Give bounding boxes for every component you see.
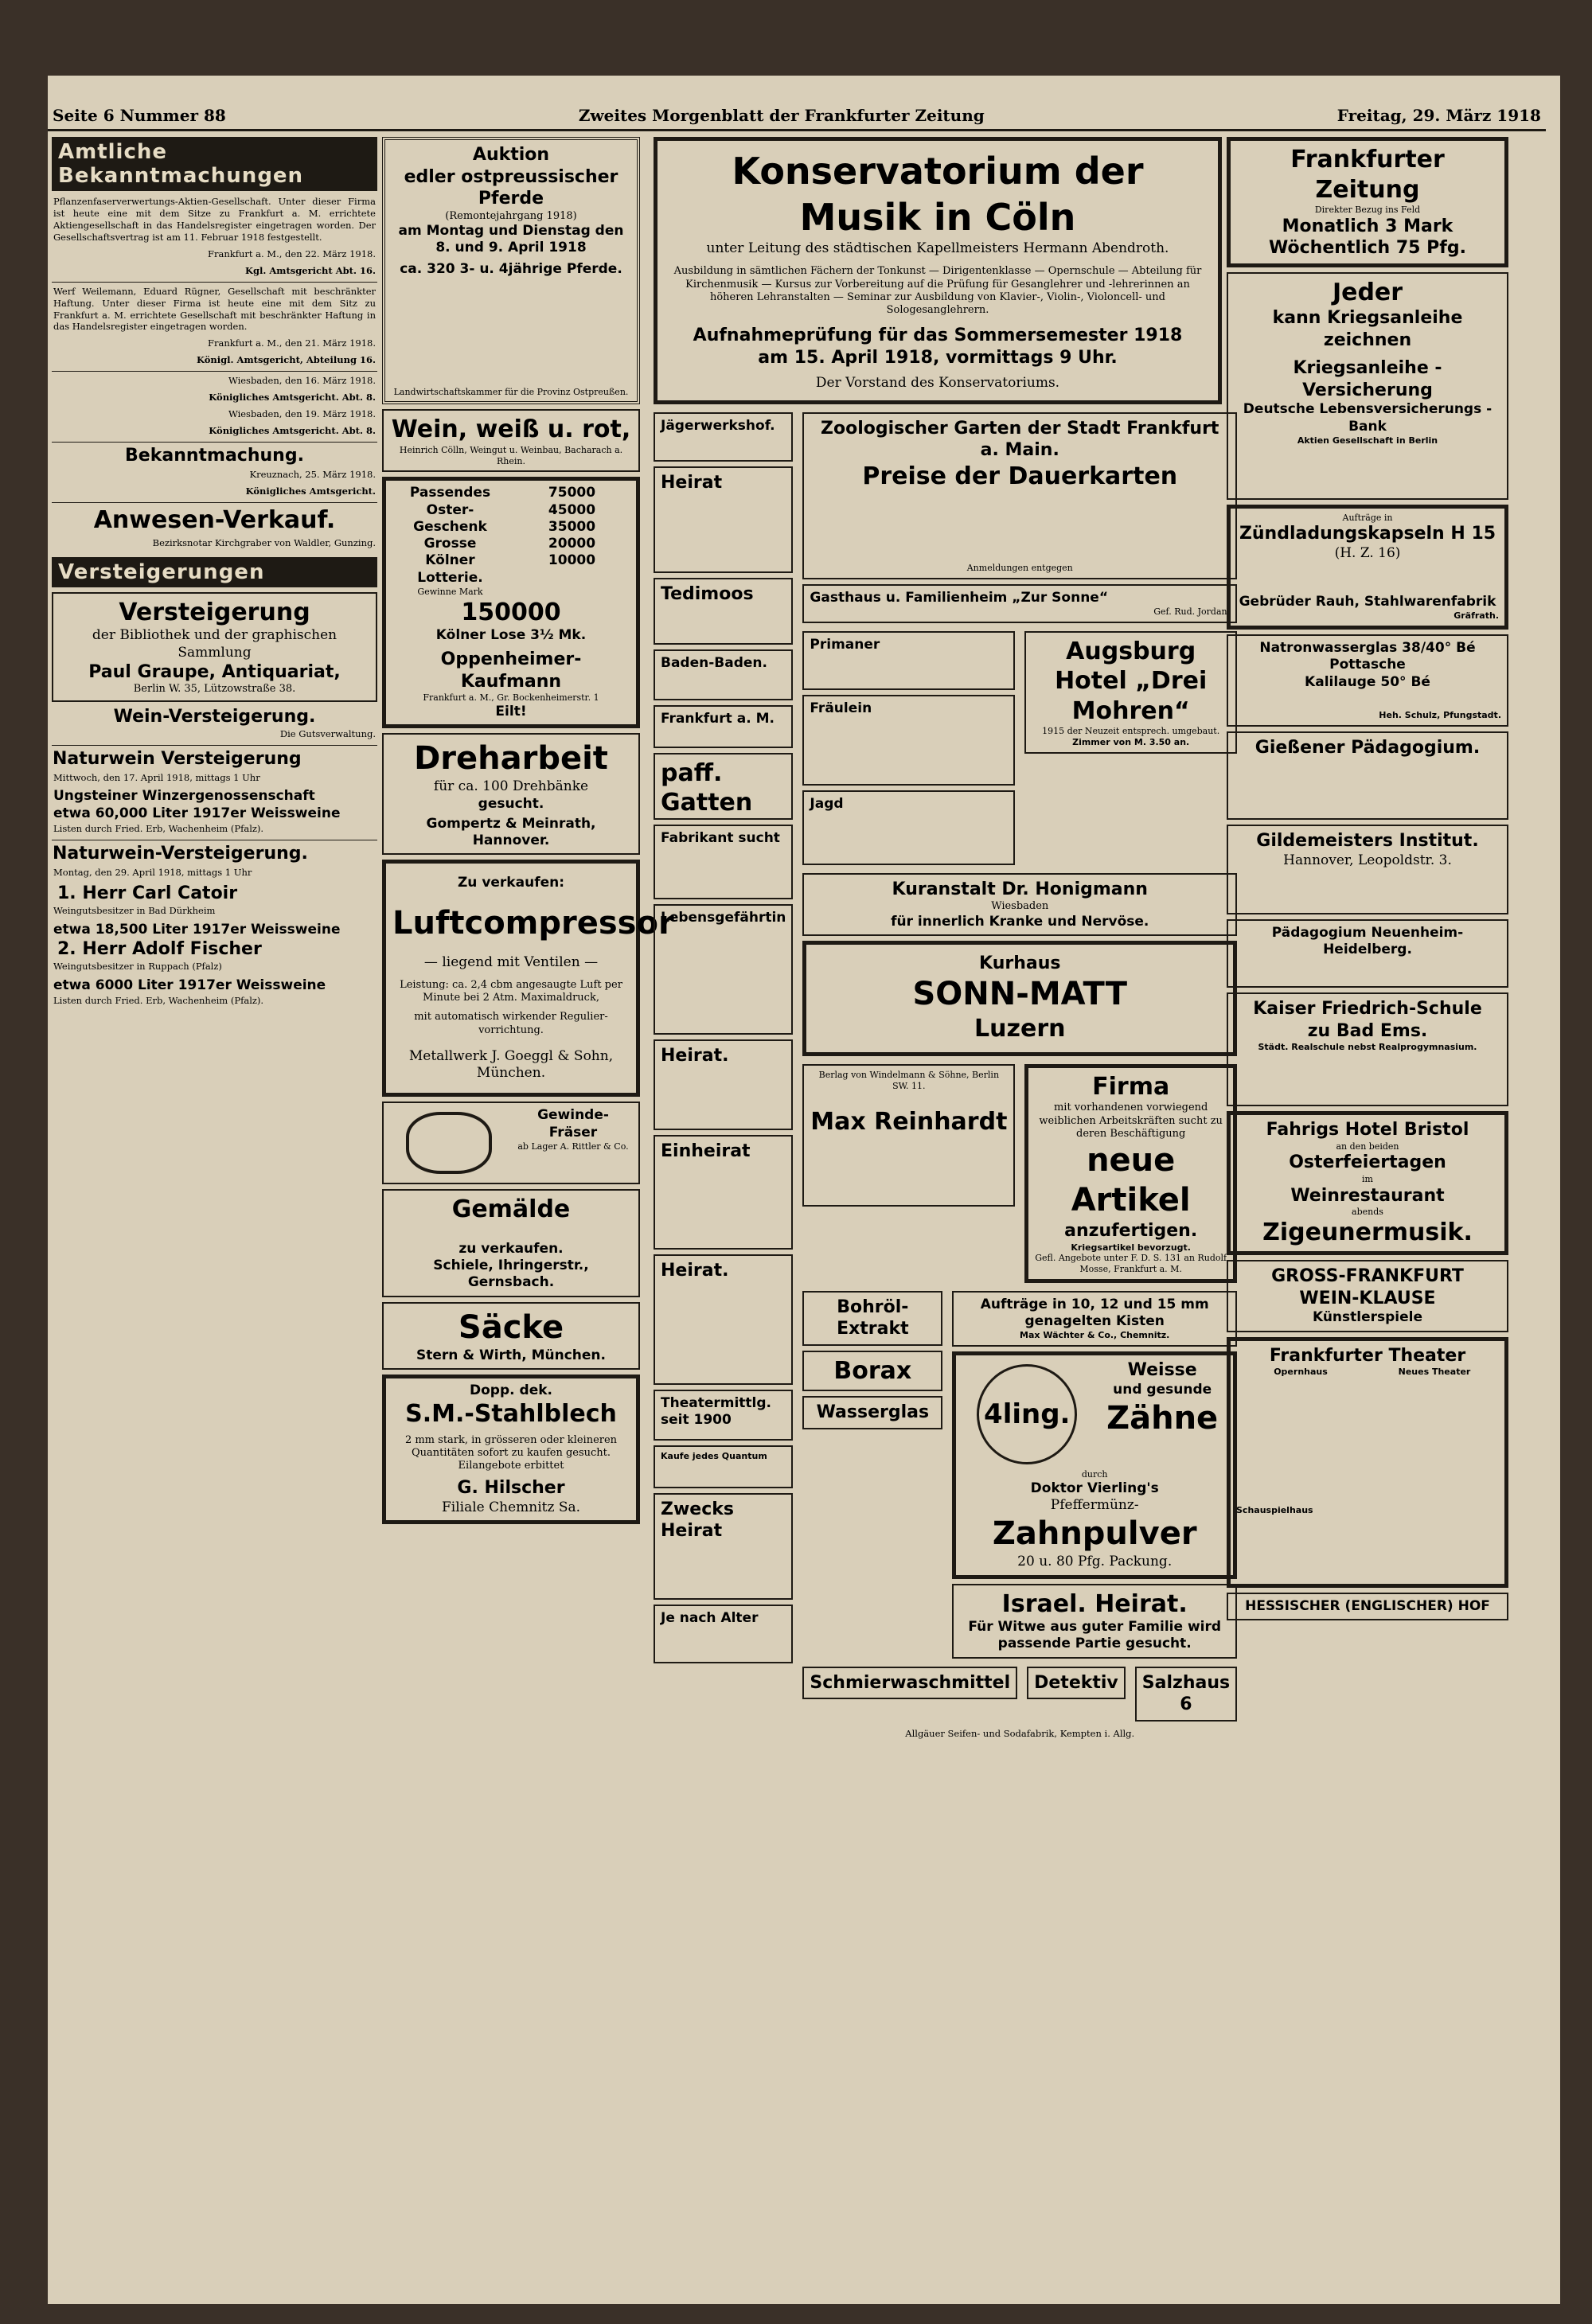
- ad-augsburg: [1024, 631, 1237, 754]
- ad-city: Filiale Chemnitz Sa.: [441, 1499, 581, 1515]
- ad-title: Israel. Heirat.: [1001, 1589, 1188, 1618]
- notice-court: Königliches Amtsgericht. Abt. 8.: [209, 425, 376, 437]
- small-ad-title: Primaner: [810, 636, 880, 653]
- zahn-price: 20 u. 80 Pfg. Packung.: [1017, 1554, 1173, 1570]
- ad-firm: Stern & Wirth, München.: [416, 1347, 606, 1363]
- ad-title: Aufträge in 10, 12 und 15 mm genagelten Kisten: [980, 1296, 1209, 1329]
- ad-title: HESSISCHER (ENGLISCHER) HOF: [1245, 1597, 1490, 1614]
- ad-count: ca. 320 3- u. 4jährige Pferde.: [400, 261, 622, 278]
- lotterie-lose: Kölner Lose 3½ Mk.: [435, 627, 587, 643]
- notice-text: Werf Weilemann, Eduard Rügner, Gesellschaft mit beschränkter Haftung. Unter dieser Firma ist heute eine mit dem Sitz zu Frankfurt a. M. errichtete Gesellschaft mit beschränkter Haftung in das Handelsregister eingetragen worden.: [53, 285, 376, 333]
- ad-title: Jeder: [1332, 278, 1403, 306]
- ad-big2: anzufertigen.: [1064, 1221, 1198, 1241]
- ad-subtitle: unter Leitung des städtischen Kapellmeisters Hermann Abendroth.: [706, 240, 1169, 256]
- ad-firm: Heh. Schulz, Pfungstadt.: [1379, 709, 1501, 720]
- zahn-und: und gesunde: [1113, 1381, 1212, 1398]
- page-header: [48, 102, 1546, 131]
- zahn-weisse: Weisse: [1127, 1360, 1197, 1380]
- header-center: Zweites Morgenblatt der Frankfurter Zeitung: [578, 106, 985, 125]
- anwesen-sign: Bezirksnotar Kirchgraber von Waldler, Gunzing.: [152, 536, 376, 548]
- anwesen-title: Anwesen-Verkauf.: [93, 505, 336, 534]
- ad-text: 2 mm stark, in grösseren oder kleineren Quantitäten sofort zu kaufen gesucht. Eilangebote erbittet: [404, 1433, 618, 1472]
- ad-title: S.M.-Stahlblech: [405, 1400, 617, 1428]
- ad-title: Max Reinhardt: [810, 1108, 1008, 1137]
- ad-address: Berlin W. 35, Lützowstraße 38.: [133, 683, 296, 696]
- lotterie-prize: 75000: [548, 485, 596, 501]
- ad-subtitle: Direkter Bezug ins Feld: [1314, 205, 1421, 215]
- ad-zoo: [802, 412, 1237, 579]
- ad-sub4: Weinrestaurant: [1290, 1185, 1445, 1206]
- ad-kurhaus: [802, 941, 1237, 1056]
- ad-title: Gildemeisters Institut.: [1256, 831, 1479, 851]
- allgaeuer: Allgäuer Seifen- und Sodafabrik, Kempten i. Allg.: [905, 1727, 1135, 1739]
- ad-subtitle: für innerlich Kranke und Nervöse.: [891, 913, 1149, 930]
- small-ad-title: Fabrikant sucht: [661, 829, 780, 846]
- ad-title: GROSS-FRANKFURT: [1271, 1266, 1464, 1287]
- naturwein-sign: Listen durch Fried. Erb, Wachenheim (Pfalz).: [53, 823, 264, 835]
- ad-title: Säcke: [458, 1308, 564, 1346]
- naturwein2-date: Montag, den 29. April 1918, mittags 1 Uhr: [53, 867, 252, 879]
- section-banner-versteigerungen: Versteigerungen: [52, 557, 377, 587]
- ad-subtitle: Preise der Dauerkarten: [862, 462, 1178, 490]
- ad-sub2: Osterfeiertagen: [1289, 1152, 1446, 1173]
- ad-firm: Paul Graupe, Antiquariat,: [88, 661, 341, 682]
- ad-firm: Gompertz & Meinrath, Hannover.: [426, 815, 596, 848]
- ad-title: Kuranstalt Dr. Honigmann: [892, 879, 1148, 899]
- ad-title: Konservatorium der Musik in Cöln: [732, 150, 1144, 239]
- notice-court: Königl. Amtsgericht, Abteilung 16.: [196, 354, 376, 366]
- lotterie-prize: 20000: [548, 536, 596, 552]
- small-ad-title: Baden-Baden.: [661, 654, 767, 671]
- ad-monthly: Monatlich 3 Mark: [1282, 216, 1453, 236]
- ad-spec2: mit automatisch wirkender Regulier-vorrichtung.: [414, 1011, 608, 1036]
- ad-title: Kurhaus: [979, 953, 1061, 973]
- header-right: Freitag, 29. März 1918: [1336, 106, 1541, 125]
- ad-title: Dreharbeit: [414, 740, 608, 778]
- small-ad-title: paff. Gatten: [661, 758, 753, 817]
- schmier-title: Schmierwaschmittel: [810, 1672, 1011, 1693]
- ad-natron: [1227, 634, 1508, 727]
- ad-title: Fahrigs Hotel Bristol: [1266, 1120, 1469, 1140]
- ad-gildemeister: [1227, 825, 1508, 914]
- ad-note: Anmeldungen entgegen: [966, 563, 1073, 573]
- small-ad-title: Fräulein: [810, 700, 872, 716]
- salzhaus-title: Salzhaus 6: [1141, 1672, 1231, 1714]
- lotterie-big: 150000: [461, 598, 561, 626]
- naturwein2-p2-sub: Weingutsbesitzer in Ruppach (Pfalz): [53, 961, 222, 973]
- ad-contact: Gefl. Angebote unter F. D. S. 131 an Rudolf Mosse, Frankfurt a. M.: [1035, 1253, 1227, 1274]
- ad-city: Wiesbaden: [991, 900, 1049, 913]
- divider: [52, 371, 377, 372]
- gear-wheel-icon: [406, 1112, 492, 1174]
- lotterie-prize: 10000: [548, 552, 596, 569]
- ad-title: Versteigerung: [119, 598, 310, 626]
- ad-title: Firma: [1092, 1072, 1170, 1101]
- naturwein-title: Naturwein Versteigerung: [53, 748, 302, 769]
- lotterie-prize: 35000: [548, 518, 596, 535]
- divider: [52, 502, 377, 503]
- col3-body: [651, 409, 1231, 1745]
- naturwein2-p1: 1. Herr Carl Catoir: [57, 883, 238, 904]
- small-ad-title: Jagd: [810, 795, 844, 812]
- ad-title: Augsburg: [1066, 637, 1196, 665]
- notice-court: Königliches Amtsgericht.: [245, 485, 376, 497]
- divider: [52, 442, 377, 443]
- ad-pre: Aufträge in: [1342, 512, 1393, 523]
- ad-pre: Dopp. dek.: [470, 1382, 552, 1398]
- ad-title: Gasthaus u. Familienheim „Zur Sonne“: [810, 589, 1109, 606]
- wein-title: Wein-Versteigerung.: [113, 706, 316, 727]
- ad-theater: [1227, 1337, 1508, 1588]
- lotterie-firm: Oppenheimer-Kaufmann: [440, 649, 582, 692]
- small-ad-title: Einheirat: [661, 1141, 751, 1161]
- bohrol-title: Bohröl-Extrakt: [837, 1297, 909, 1339]
- ad-big: neue Artikel: [1071, 1142, 1191, 1219]
- ad-subtitle: der Bibliothek und der graphischen Sammlung: [92, 627, 338, 661]
- ad-title: Gemälde: [451, 1195, 571, 1224]
- zahn-doktor: Doktor Vierling's: [1030, 1480, 1159, 1496]
- small-ad-title: Lebensgefährtin: [661, 909, 786, 926]
- lotterie-mid3: Lotterie.: [417, 569, 483, 586]
- ad-weekly: Wöchentlich 75 Pfg.: [1269, 238, 1466, 259]
- ad-firm: Metallwerk J. Goeggl & Sohn, München.: [408, 1047, 614, 1081]
- ad-city: Luzern: [974, 1015, 1066, 1043]
- naturwein-date: Mittwoch, den 17. April 1918, mittags 1 Uhr: [53, 771, 260, 783]
- theater-neues: Neues Theater: [1398, 1367, 1471, 1377]
- notice-court: Königliches Amtsgericht. Abt. 8.: [209, 392, 376, 404]
- small-ad-title: Je nach Alter: [661, 1609, 759, 1626]
- ad-subtitle: (H. Z. 16): [1334, 544, 1401, 561]
- ad-firm: Gebrüder Rauh, Stahlwarenfabrik: [1239, 594, 1496, 610]
- ad-firm: G. Hilscher: [457, 1478, 565, 1499]
- header-left: Seite 6 Nummer 88: [53, 106, 226, 125]
- column-1: [49, 134, 380, 2292]
- naturwein2-sign: Listen durch Fried. Erb, Wachenheim (Pfalz).: [53, 995, 264, 1007]
- ad-kuenstler: Künstlerspiele: [1312, 1309, 1423, 1326]
- notice-sign: Frankfurt a. M., den 21. März 1918.: [208, 337, 376, 349]
- small-ad-title: Frankfurt a. M.: [661, 710, 775, 727]
- ad-sonne: [802, 584, 1237, 623]
- notice-sign: Kreuznach, 25. März 1918.: [249, 469, 376, 480]
- small-ad-title: Jägerwerkshof.: [661, 417, 775, 434]
- ad-sub3: im: [1362, 1173, 1373, 1184]
- ad-bank: Deutsche Lebensversicherungs - Bank: [1243, 401, 1492, 435]
- ad-title: Natronwasserglas 38/40° Bé: [1259, 640, 1476, 656]
- ad-subtitle: Städt. Realschule nebst Realprogymnasium.: [1258, 1042, 1477, 1053]
- ad-saecke: [382, 1302, 640, 1370]
- col3-left-small-ads: [651, 409, 795, 1745]
- zahn-badge-icon: 4ling.: [977, 1364, 1077, 1464]
- borax-title: Borax: [833, 1356, 912, 1385]
- ad-pre: Zu verkaufen:: [457, 875, 565, 891]
- ad-israel: [952, 1584, 1237, 1659]
- ad-sub6: Zigeunermusik.: [1262, 1218, 1473, 1246]
- ad-sub: 1915 der Neuzeit entsprech. umgebaut.: [1042, 726, 1220, 737]
- ad-firm: Max Wächter & Co., Chemnitz.: [1020, 1330, 1170, 1341]
- naturwein-name: Ungsteiner Winzergenossenschaft: [53, 788, 315, 805]
- lotterie-mid4: Gewinne Mark: [417, 586, 483, 597]
- small-ad-title: Theatermittlg. seit 1900: [661, 1394, 771, 1428]
- theater-opern: Opernhaus: [1274, 1367, 1328, 1377]
- ad-kaiser-friedrich: [1227, 992, 1508, 1106]
- notice-text: Pflanzenfaserverwertungs-Aktien-Gesellschaft. Unter dieser Firma ist heute eine mit dem Sitze zu Frankfurt a. M. errichtete Aktiengesellschaft in das Handelsregister eingetragen worden. Der Gesellschaftsvertrag ist am 11. Februar 1918 festgestellt.: [53, 196, 376, 243]
- ad-subtitle: kann Kriegsanleihe zeichnen: [1272, 308, 1463, 350]
- ad-bank-sub: Aktien Gesellschaft in Berlin: [1297, 435, 1438, 446]
- ad-exam: Aufnahmeprüfung für das Sommersemester 1918: [693, 326, 1183, 346]
- ad-sub: an den beiden: [1336, 1141, 1399, 1152]
- ad-title: Frankfurter Zeitung: [1290, 146, 1445, 204]
- small-ad-title: Heirat.: [661, 1045, 729, 1066]
- ad-subtitle2: Kalilauge 50° Bé: [1305, 673, 1430, 690]
- ad-hessischer-hof: [1227, 1593, 1508, 1620]
- small-ad-title: Kaufe jedes Quantum: [661, 1450, 767, 1461]
- ad-sign: Kriegsartikel bevorzugt.: [1071, 1242, 1191, 1253]
- section-banner-amtlich: Amtliche Bekanntmachungen: [52, 137, 377, 191]
- ad-subtitle: — liegend mit Ventilen —: [423, 953, 599, 970]
- ad-verlag: Berlag von Windelmann & Söhne, Berlin SW. 11.: [818, 1069, 1000, 1091]
- ad-konservatorium: [654, 137, 1222, 404]
- notice-sign: Frankfurt a. M., den 22. März 1918.: [208, 248, 376, 259]
- ad-title: Auktion: [472, 145, 550, 165]
- bekannt-title: Bekanntmachung.: [125, 446, 304, 466]
- ad-fahrig: [1227, 1111, 1508, 1255]
- ad-fraeser: [382, 1102, 640, 1184]
- lotterie-left2: Oster-Geschenk: [413, 501, 487, 535]
- ad-kuranstalt: [802, 873, 1237, 936]
- wasserglas-title: Wasserglas: [816, 1402, 930, 1423]
- divider: [52, 282, 377, 283]
- ad-city: Hannover, Leopoldstr. 3.: [1283, 852, 1452, 868]
- ad-sub5: abends: [1352, 1207, 1383, 1217]
- lotterie-mid1: Grosse: [423, 536, 477, 552]
- ad-subtitle: für ca. 100 Drehbänke: [433, 778, 589, 795]
- col3-main: [800, 409, 1239, 1745]
- ad-firm: Schiele, Ihringerstr., Gernsbach.: [433, 1258, 589, 1291]
- ad-zuendladung: [1227, 505, 1508, 630]
- ad-wein: [382, 409, 640, 472]
- ad-zahnpulver: [952, 1351, 1237, 1579]
- column-4: [1224, 134, 1511, 2292]
- ad-gross-frankfurt: [1227, 1260, 1508, 1332]
- lotterie-city: Frankfurt a. M., Gr. Bockenheimerstr. 1: [423, 692, 599, 704]
- ad-subtitle: Für Witwe aus guter Familie wird passende Partie gesucht.: [968, 1619, 1222, 1652]
- ad-subtitle: edler ostpreussischer Pferde: [404, 166, 618, 209]
- ad-subtitle: Heinrich Cölln, Weingut u. Weinbau, Bacharach a. Rhein.: [399, 444, 623, 466]
- naturwein2-p1-sub: Weingutsbesitzer in Bad Dürkheim: [53, 905, 216, 917]
- ad-subtitle: Pottasche: [1329, 657, 1406, 673]
- column-2: [380, 134, 674, 2292]
- ad-paedagogium: [1227, 919, 1508, 988]
- ad-subtitle2: gesucht.: [478, 795, 544, 812]
- ad-title: Frankfurter Theater: [1269, 1345, 1466, 1366]
- ad-price: Zimmer von M. 3.50 an.: [1072, 737, 1190, 747]
- column-3: [651, 134, 1231, 2292]
- ad-title: Wein, weiß u. rot,: [391, 415, 631, 444]
- ad-luftcompressor: [382, 860, 674, 1097]
- small-ad-title: Heirat: [661, 472, 723, 493]
- ad-firma: [1024, 1064, 1237, 1283]
- ad-sign: Der Vorstand des Konservatoriums.: [815, 375, 1060, 392]
- ad-subtitle: ab Lager A. Rittler & Co.: [517, 1141, 629, 1152]
- ad-versteigerung: [52, 592, 377, 702]
- ad-giessener: [1227, 731, 1508, 821]
- ad-kriegs: Kriegsanleihe - Versicherung: [1293, 358, 1442, 400]
- lotterie-left1: Passendes: [409, 485, 491, 501]
- detektiv-title: Detektiv: [1034, 1672, 1118, 1693]
- lotterie-prize: 45000: [548, 501, 596, 518]
- naturwein2-title: Naturwein-Versteigerung.: [53, 844, 308, 864]
- ad-reinhardt: [802, 1064, 1015, 1207]
- ad-sign: Landwirtschaftskammer für die Provinz Ostpreußen.: [393, 386, 629, 397]
- ad-title: Gießener Pädagogium.: [1254, 737, 1481, 758]
- zahn-peff: Pfeffermünz-: [1050, 1497, 1139, 1513]
- small-ad-title: Tedimoos: [661, 583, 754, 604]
- naturwein2-p2-amount: etwa 6000 Liter 1917er Weissweine: [53, 977, 326, 994]
- theater-schau: Schauspielhaus: [1236, 1504, 1313, 1515]
- ad-city: Gräfrath.: [1453, 610, 1499, 622]
- ad-subtitle: zu verkaufen.: [458, 1240, 564, 1257]
- ad-gemaelde: [382, 1189, 640, 1297]
- ad-date: am Montag und Dienstag den 8. und 9. April 1918: [398, 222, 624, 255]
- ad-frankfurter-zeitung: [1227, 137, 1508, 267]
- ad-title: Gewinde-Fräser: [537, 1107, 609, 1141]
- divider: [52, 745, 377, 746]
- ad-date: am 15. April 1918, vormittags 9 Uhr.: [758, 347, 1118, 368]
- ad-title: Luftcompressor: [392, 904, 674, 942]
- ad-lotterie: [382, 477, 640, 728]
- ad-title: Pädagogium Neuenheim-Heidelberg.: [1271, 924, 1464, 957]
- naturwein2-p2: 2. Herr Adolf Fischer: [57, 939, 262, 960]
- lotterie-mid2: Kölner: [425, 552, 475, 569]
- zahn-durch: durch: [1081, 1469, 1108, 1480]
- zahn-pulver: Zahnpulver: [992, 1515, 1197, 1553]
- ad-text: mit vorhandenen vorwiegend weiblichen Arbeitskräften sucht zu deren Beschäftigung: [1039, 1102, 1223, 1140]
- ad-text: Ausbildung in sämtlichen Fächern der Tonkunst — Dirigentenklasse — Opernschule — Abteilung für Kirchenmusik — Kursus zur Vorbereitung auf die Prüfung für Gesanglehrer und -lehrerinnen an höheren Lehranstalten — Seminar zur Ausbildung von Klavier-, Violin-, Violoncell- und Sologesanglehrern.: [673, 265, 1202, 316]
- ad-hotel: Hotel „Drei Mohren“: [1055, 667, 1208, 725]
- ad-sign: Gef. Rud. Jordan.: [1153, 606, 1231, 617]
- ad-name: SONN-MATT: [912, 976, 1127, 1013]
- notice-sign: Wiesbaden, den 19. März 1918.: [228, 408, 376, 420]
- small-ad-title: Heirat.: [661, 1260, 729, 1281]
- zahn-zaehne: Zähne: [1106, 1399, 1219, 1437]
- ad-title: Kaiser Friedrich-Schule: [1253, 999, 1482, 1020]
- ad-stahlblech: [382, 1375, 640, 1524]
- small-ad-title: Zwecks Heirat: [661, 1499, 734, 1541]
- ad-city: zu Bad Ems.: [1307, 1020, 1428, 1041]
- ad-jeder: [1227, 272, 1508, 500]
- ad-kisten: [952, 1291, 1237, 1347]
- wein-sign: Die Gutsverwaltung.: [279, 727, 376, 739]
- ad-subtitle2: (Remontejahrgang 1918): [445, 209, 577, 222]
- notice-court: Kgl. Amtsgericht Abt. 16.: [244, 264, 376, 276]
- ad-title: Zoologischer Garten der Stadt Frankfurt a. Main.: [821, 418, 1219, 460]
- ad-auktion: [382, 137, 640, 404]
- ad-dreharbeit: [382, 733, 640, 855]
- naturwein2-p1-amount: etwa 18,500 Liter 1917er Weissweine: [53, 922, 341, 938]
- lotterie-eilt: Eilt!: [495, 704, 527, 719]
- naturwein-amount: etwa 60,000 Liter 1917er Weissweine: [53, 805, 341, 822]
- notice-sign: Wiesbaden, den 16. März 1918.: [228, 375, 376, 387]
- ad-spec: Leistung: ca. 2,4 cbm angesaugte Luft per Minute bei 2 Atm. Maximaldruck,: [400, 978, 622, 1004]
- ad-title: Zündladungskapseln H 15: [1239, 524, 1496, 544]
- ad-weinklause: WEIN-KLAUSE: [1299, 1288, 1436, 1308]
